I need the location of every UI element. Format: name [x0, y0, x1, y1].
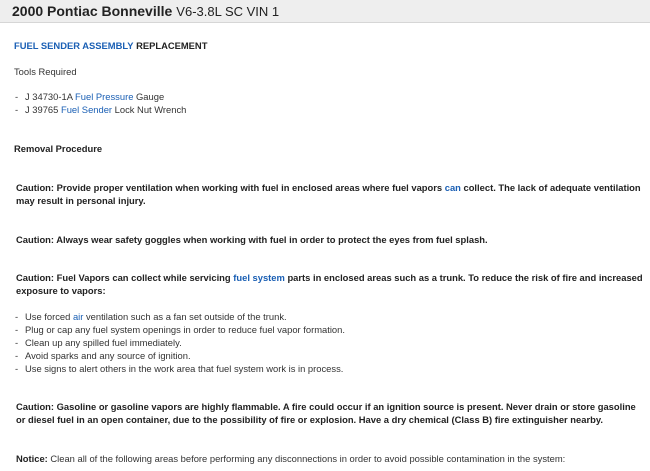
tool-item: - J 34730-1A Fuel Pressure Gauge — [15, 91, 165, 102]
tool-item: - J 39765 Fuel Sender Lock Nut Wrench — [15, 104, 187, 115]
list-item: - Use forced air ventilation such as a fan set outside of the trunk. — [15, 311, 287, 322]
vehicle-engine: V6-3.8L SC VIN 1 — [176, 3, 280, 19]
caution-ventilation: Caution: Provide proper ventilation when working with fuel in enclosed areas where fuel vapors can collect. The lack of adequate ventilation may result in personal injury. — [16, 182, 641, 206]
dash: - — [15, 311, 19, 322]
list-item: - Use signs to alert others in the work area that fuel system work is in process. — [15, 363, 344, 374]
fuel-sender-assembly-link[interactable]: FUEL SENDER ASSEMBLY — [14, 40, 134, 51]
dash: - — [15, 104, 19, 115]
tools-required-label: Tools Required — [14, 66, 77, 77]
dash: - — [15, 350, 19, 361]
vehicle-model: 2000 Pontiac Bonneville — [12, 3, 173, 19]
notice-label: Notice: — [16, 453, 48, 464]
caution-flammable: Caution: Gasoline or gasoline vapors are highly flammable. A fire could occur if an ignition source is present. Never drain or store gasoline or diesel fuel in an open container, due to the possibility of fire or explosion. Have a dry chemical (Class B) fire extinguisher nearby. — [16, 401, 636, 425]
dash: - — [15, 91, 19, 102]
list-item: - Avoid sparks and any source of ignition. — [15, 350, 191, 361]
list-item: - Clean up any spilled fuel immediately. — [15, 337, 182, 348]
dash: - — [15, 324, 19, 335]
caution-goggles: Caution: Always wear safety goggles when working with fuel in order to protect the eyes from fuel splash. — [16, 234, 488, 245]
list-item: - Plug or cap any fuel system openings in order to reduce fuel vapor formation. — [15, 324, 345, 335]
fuel-pressure-link[interactable]: Fuel Pressure — [75, 91, 134, 102]
page-header — [0, 0, 650, 23]
section-title — [14, 39, 644, 52]
removal-procedure-heading: Removal Procedure — [14, 143, 103, 154]
dash: - — [15, 337, 19, 348]
fuel-system-link[interactable]: fuel system — [233, 272, 285, 283]
caution-vapors: Caution: Fuel Vapors can collect while servicing fuel system parts in enclosed areas such as a trunk. To reduce the risk of fire and increased exposure to vapors: — [16, 272, 643, 296]
section-title-rest: REPLACEMENT — [136, 40, 208, 51]
air-link[interactable]: air — [72, 311, 84, 322]
fuel-sender-link[interactable]: Fuel Sender — [60, 104, 113, 115]
dash: - — [15, 363, 19, 374]
notice-text: Clean all of the following areas before performing any disconnections in order to avoid possible contamination in the system: — [47, 453, 566, 464]
can-link[interactable]: can — [444, 182, 461, 193]
notice — [14, 452, 644, 465]
